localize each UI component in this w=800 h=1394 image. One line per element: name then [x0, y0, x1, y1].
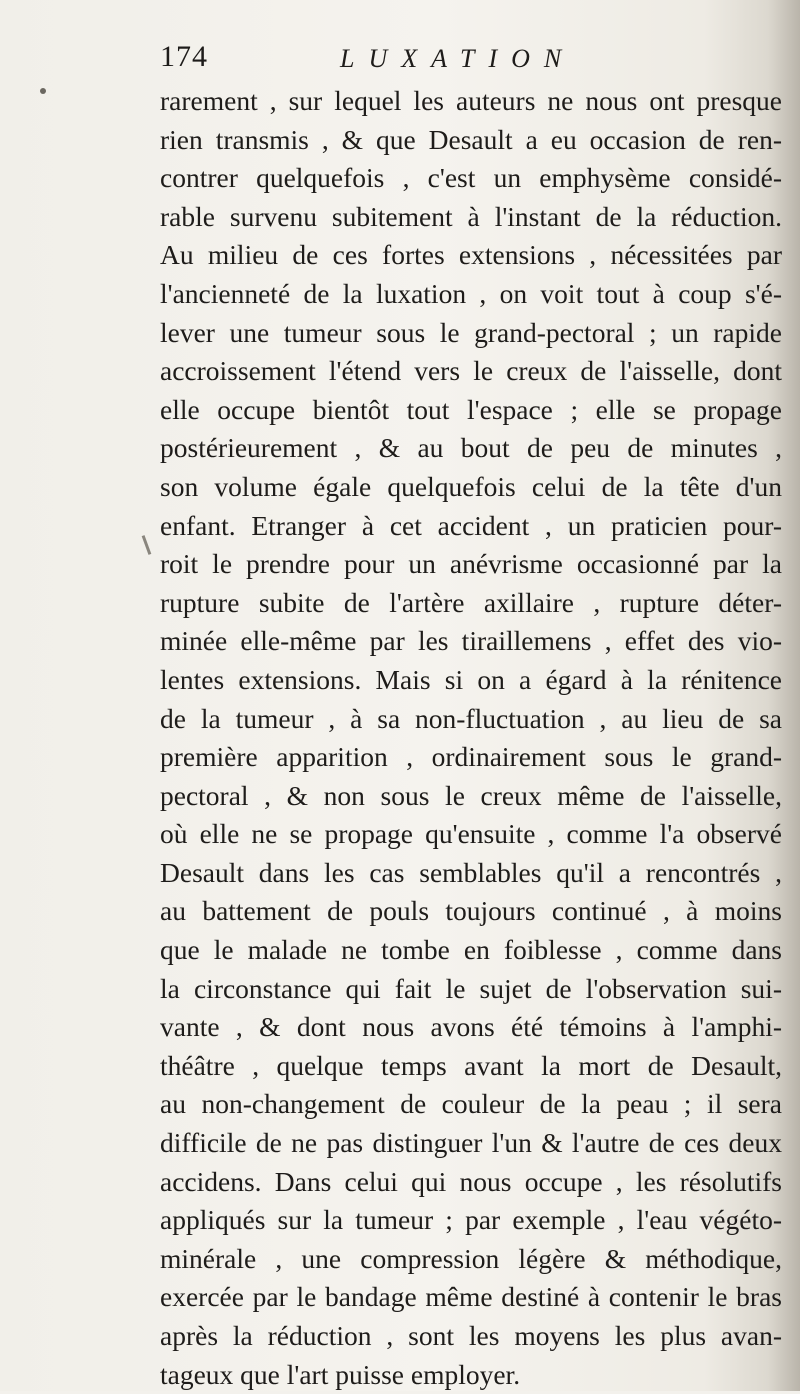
body-text: [160, 82, 782, 1394]
text-line: pectoral , & non sous le creux même de l'aisselle,: [160, 779, 782, 811]
text-line: Au milieu de ces fortes extensions , nécessitées par: [160, 239, 782, 271]
text-line: l'ancienneté de la luxation , on voit tout à coup s'é-: [160, 277, 782, 309]
text-line: accidens. Dans celui qui nous occupe , les résolutifs: [160, 1165, 782, 1197]
text-line: minérale , une compression légère & méthodique,: [160, 1242, 782, 1274]
text-line: théâtre , quelque temps avant la mort de Desault,: [160, 1049, 782, 1081]
text-line: Desault dans les cas semblables qu'il a rencontrés ,: [160, 856, 782, 888]
text-line: contrer quelquefois , c'est un emphysème considé-: [160, 162, 782, 194]
text-line: rien transmis , & que Desault a eu occasion de ren-: [160, 123, 782, 155]
text-line: rable survenu subitement à l'instant de la réduction.: [160, 200, 782, 232]
text-line: accroissement l'étend vers le creux de l'aisselle, dont: [160, 355, 782, 387]
text-line: la circonstance qui fait le sujet de l'observation sui-: [160, 972, 782, 1004]
text-line: de la tumeur , à sa non-fluctuation , au lieu de sa: [160, 702, 782, 734]
text-line: minée elle-même par les tiraillemens , effet des vio-: [160, 625, 782, 657]
text-line: enfant. Etranger à cet accident , un praticien pour-: [160, 509, 782, 541]
page-header: [160, 40, 780, 80]
text-line: vante , & dont nous avons été témoins à l'amphi-: [160, 1011, 782, 1043]
text-line: où elle ne se propage qu'ensuite , comme l'a observé: [160, 818, 782, 850]
running-head: LUXATION: [340, 44, 576, 73]
text-line: roit le prendre pour un anévrisme occasionné par la: [160, 548, 782, 580]
text-line: difficile de ne pas distinguer l'un & l'autre de ces deux: [160, 1127, 782, 1159]
margin-bracket-mark: [142, 535, 152, 555]
text-line: son volume égale quelquefois celui de la tête d'un: [160, 470, 782, 502]
margin-speck: [40, 88, 46, 94]
text-line: au non-changement de couleur de la peau ; il sera: [160, 1088, 782, 1120]
text-line: lever une tumeur sous le grand-pectoral ; un rapide: [160, 316, 782, 348]
text-line: au battement de pouls toujours continué , à moins: [160, 895, 782, 927]
text-line: que le malade ne tombe en foiblesse , comme dans: [160, 934, 782, 966]
text-line: tageux que l'art puisse employer.: [160, 1358, 521, 1390]
text-line: elle occupe bientôt tout l'espace ; elle se propage: [160, 393, 782, 425]
text-line: première apparition , ordinairement sous le grand-: [160, 741, 782, 773]
text-line: postérieurement , & au bout de peu de minutes ,: [160, 432, 782, 464]
page-number: 174: [160, 40, 208, 73]
text-line: exercée par le bandage même destiné à contenir le bras: [160, 1281, 782, 1313]
text-line: lentes extensions. Mais si on a égard à la rénitence: [160, 663, 782, 695]
text-line: rupture subite de l'artère axillaire , rupture déter-: [160, 586, 782, 618]
text-line: appliqués sur la tumeur ; par exemple , l'eau végéto-: [160, 1204, 782, 1236]
text-line: rarement , sur lequel les auteurs ne nous ont presque: [160, 85, 782, 116]
text-line: après la réduction , sont les moyens les plus avan-: [160, 1320, 782, 1351]
